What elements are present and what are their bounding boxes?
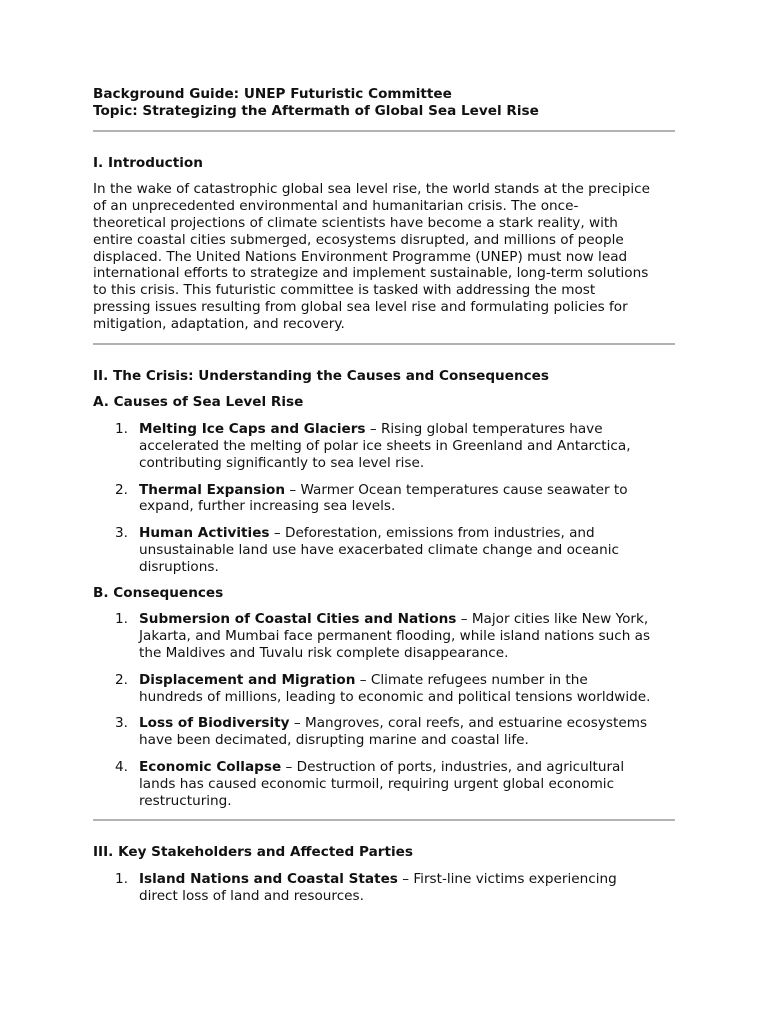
paragraph-line: to this crisis. This futuristic committee is tasked with addressing the most — [93, 282, 596, 299]
list-item — [93, 871, 675, 905]
list-text: – Climate refugees number in the — [355, 671, 588, 688]
document-title: Background Guide: UNEP Futuristic Committee — [93, 86, 452, 102]
list-term: Thermal Expansion — [139, 481, 286, 498]
list-text: accelerated the melting of polar ice sheets in Greenland and Antarctica, — [139, 437, 631, 454]
consequences-list — [93, 611, 675, 809]
section-heading-introduction: I. Introduction — [93, 154, 203, 171]
divider — [93, 819, 675, 821]
list-text: – Mangroves, coral reefs, and estuarine ecosystems — [289, 715, 648, 732]
document-topic: Topic: Strategizing the Aftermath of Global Sea Level Rise — [93, 102, 539, 119]
list-number: 2. — [115, 481, 128, 498]
list-item — [93, 482, 675, 516]
section-heading-crisis: II. The Crisis: Understanding the Causes and Consequences — [93, 367, 549, 384]
list-text: expand, further increasing sea levels. — [139, 498, 396, 515]
list-term: Loss of Biodiversity — [139, 715, 290, 732]
list-item — [93, 759, 675, 809]
list-item — [93, 672, 675, 706]
stakeholders-list — [93, 871, 675, 905]
paragraph-line: entire coastal cities submerged, ecosystems disrupted, and millions of people — [93, 231, 624, 248]
list-text: hundreds of millions, leading to economic and political tensions worldwide. — [139, 688, 651, 705]
list-text: – Deforestation, emissions from industries, and — [269, 525, 595, 542]
paragraph-line: international efforts to strategize and implement sustainable, long-term solutions — [93, 265, 649, 282]
list-text: have been decimated, disrupting marine and coastal life. — [139, 732, 529, 749]
list-number: 1. — [115, 871, 128, 888]
list-text: unsustainable land use have exacerbated climate change and oceanic — [139, 541, 619, 558]
list-number: 2. — [115, 671, 128, 688]
list-number: 1. — [115, 611, 128, 628]
causes-list — [93, 421, 675, 575]
subsection-heading-consequences: B. Consequences — [93, 584, 224, 601]
list-item — [93, 611, 675, 661]
list-text: – Destruction of ports, industries, and agricultural — [281, 758, 625, 775]
divider — [93, 130, 675, 132]
paragraph-line: displaced. The United Nations Environment Programme (UNEP) must now lead — [93, 248, 628, 265]
list-text: – Major cities like New York, — [456, 611, 649, 628]
list-number: 3. — [115, 715, 128, 732]
subsection-heading-causes: A. Causes of Sea Level Rise — [93, 394, 304, 411]
list-text: – First-line victims experiencing — [397, 871, 617, 888]
list-text: the Maldives and Tuvalu risk complete disappearance. — [139, 644, 509, 661]
list-text: direct loss of land and resources. — [139, 887, 364, 904]
document-page — [93, 86, 675, 905]
list-number: 4. — [115, 758, 128, 775]
list-term: Human Activities — [139, 525, 270, 542]
list-term: Island Nations and Coastal States — [139, 871, 398, 888]
introduction-paragraph — [93, 181, 675, 332]
list-number: 1. — [115, 421, 128, 438]
list-text: Jakarta, and Mumbai face permanent flooding, while island nations such as — [139, 628, 651, 645]
list-text: – Rising global temperatures have — [365, 421, 603, 438]
paragraph-line: mitigation, adaptation, and recovery. — [93, 315, 345, 332]
paragraph-line: In the wake of catastrophic global sea level rise, the world stands at the precipice — [93, 181, 650, 198]
list-text: restructuring. — [139, 792, 232, 809]
list-text: contributing significantly to sea level rise. — [139, 454, 425, 471]
list-term: Displacement and Migration — [139, 671, 356, 688]
section-heading-stakeholders: III. Key Stakeholders and Affected Parties — [93, 844, 413, 861]
list-number: 3. — [115, 525, 128, 542]
paragraph-line: pressing issues resulting from global sea level rise and formulating policies for — [93, 298, 628, 315]
list-text: disruptions. — [139, 558, 219, 575]
list-item — [93, 715, 675, 749]
divider — [93, 343, 675, 345]
list-item — [93, 525, 675, 575]
list-term: Submersion of Coastal Cities and Nations — [139, 611, 457, 628]
list-text: – Warmer Ocean temperatures cause seawater to — [285, 481, 628, 498]
paragraph-line: theoretical projections of climate scientists have become a stark reality, with — [93, 214, 618, 231]
list-text: lands has caused economic turmoil, requiring urgent global economic — [139, 775, 615, 792]
list-term: Melting Ice Caps and Glaciers — [139, 421, 366, 438]
list-term: Economic Collapse — [139, 758, 282, 775]
paragraph-line: of an unprecedented environmental and humanitarian crisis. The once- — [93, 198, 579, 215]
document-header — [93, 86, 675, 120]
list-item — [93, 421, 675, 471]
